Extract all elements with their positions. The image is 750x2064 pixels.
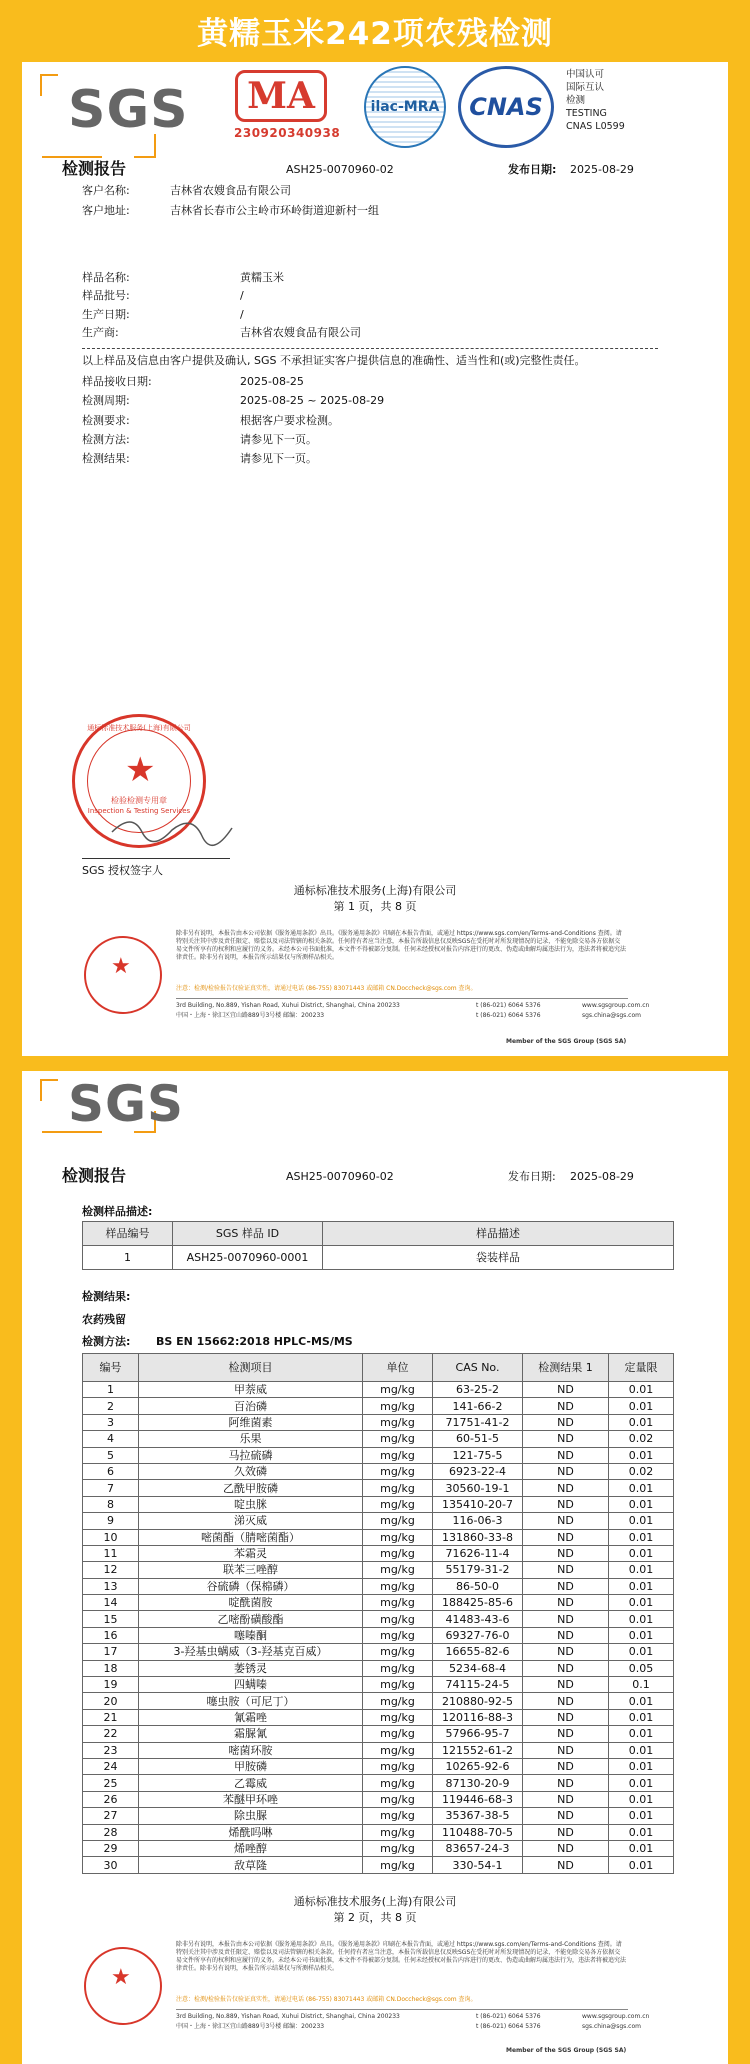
table-cell: mg/kg [363,1840,433,1856]
table-row [83,1480,674,1496]
table-cell: ND [523,1463,609,1479]
table-cell: 8 [83,1496,139,1512]
table-cell: 0.01 [609,1611,674,1627]
table-cell: 霜脲氰 [139,1726,363,1742]
table-cell: mg/kg [363,1677,433,1693]
table-cell: 135410-20-7 [433,1496,523,1512]
table-cell: 阿维菌素 [139,1414,363,1430]
table-cell: 嘧菌酯（腈嘧菌酯） [139,1529,363,1545]
table-cell: 35367-38-5 [433,1808,523,1824]
table-cell: 63-25-2 [433,1382,523,1398]
table-cell: ND [523,1775,609,1791]
table-row [83,1627,674,1643]
footer-fine-print-page2: 除非另有说明，本报告由本公司依据《服务通用条款》出具。《服务通用条款》印刷在本报告背面，或通过 https://www.sgs.com/en/Terms-and-Conditions 查阅。请特别关注其中涉及责任限定、赔偿以及司法管辖的相关条款。任何持有者应当注意，本报告所载信息仅反映SGS在受托时对所发现情况的记录，不能免除交易各方依据交易文件所享有的权利和应履行的义务。未经本公司书面批准，本文件不得被部分复制。任何未经授权对报告内容进行的更改、伪造或曲解均属违法行为，违法者将被追究法律责任。除非另有说明，本报告所示结果仅与所测样品相关。 [176,1941,627,1972]
table-cell: 0.02 [609,1431,674,1447]
signature-image [102,802,242,852]
page-info-page2: 第 2 页，共 8 页 [333,1911,417,1924]
table-cell: 15 [83,1611,139,1627]
test-requirement-label: 检测要求: [82,414,130,427]
client-name: 吉林省农嫂食品有限公司 [170,184,291,197]
table-cell: ND [523,1382,609,1398]
table-row [83,1463,674,1479]
table-cell: ND [523,1414,609,1430]
issue-date-page2: 2025-08-29 [570,1170,634,1183]
test-result: 请参见下一页。 [240,452,317,465]
table-cell: ND [523,1431,609,1447]
table-cell: ND [523,1660,609,1676]
table-cell: ND [523,1496,609,1512]
table-cell: 14 [83,1595,139,1611]
table-cell: mg/kg [363,1611,433,1627]
table-cell: 噻虫胺（可尼丁） [139,1693,363,1709]
table-cell: 0.01 [609,1414,674,1430]
method-value: BS EN 15662:2018 HPLC-MS/MS [156,1335,353,1348]
table-cell: 20 [83,1693,139,1709]
page-info: 第 1 页，共 8 页 [333,900,417,913]
footer-seal-star-icon: ★ [111,954,131,979]
footer-member-page2: Member of the SGS Group (SGS SA) [506,2047,627,2054]
sample-table: 样品编号 SGS 样品 ID 样品描述 1 ASH25-0070960-0001 袋装样品 [82,1221,674,1270]
table-cell: mg/kg [363,1775,433,1791]
table-cell: 24 [83,1758,139,1774]
table-row [83,1824,674,1840]
footer-address-cn-page2: 中国・上海・徐汇区宜山路889号3号楼 邮编：200233 [176,2023,325,2030]
table-cell: 30560-19-1 [433,1480,523,1496]
table-cell: ND [523,1513,609,1529]
table-cell: 0.01 [609,1824,674,1840]
table-row [83,1693,674,1709]
table-cell: 烯唑醇 [139,1840,363,1856]
footer-notice-page2: 注意：检测/检验报告仅验证真实性，请通过电话 (86-755) 83071443 或邮箱 CN.Doccheck@sgs.com 查询。 [176,1996,477,2003]
table-cell: 6 [83,1463,139,1479]
table-cell: 0.01 [609,1857,674,1873]
report-number: ASH25-0070960-02 [286,163,394,176]
banner-title: 黄糯玉米242项农残检测 [197,16,553,52]
method-label: 检测方法: [82,1335,131,1348]
table-cell: ND [523,1726,609,1742]
official-seal: ★ 通标标准技术服务(上海)有限公司 检验检测专用章 Inspection & Testing Services [72,714,206,848]
table-cell: 0.05 [609,1660,674,1676]
table-cell: 71751-41-2 [433,1414,523,1430]
table-cell: 敌草隆 [139,1857,363,1873]
table-cell: 0.01 [609,1562,674,1578]
table-row [83,1726,674,1742]
table-cell: 马拉硫磷 [139,1447,363,1463]
report-number-page2: ASH25-0070960-02 [286,1170,394,1183]
table-cell: 83657-24-3 [433,1840,523,1856]
table-cell: 21 [83,1709,139,1725]
table-row [83,1496,674,1512]
table-cell: 0.1 [609,1677,674,1693]
table-cell: 5 [83,1447,139,1463]
table-cell: ND [523,1791,609,1807]
table-cell: 87130-20-9 [433,1775,523,1791]
production-date-label: 生产日期: [82,308,130,321]
table-cell: 4 [83,1431,139,1447]
table-cell: 60-51-5 [433,1431,523,1447]
table-cell: 0.01 [609,1840,674,1856]
table-row [83,1677,674,1693]
table-cell: mg/kg [363,1808,433,1824]
table-cell: 13 [83,1578,139,1594]
table-cell: mg/kg [363,1496,433,1512]
table-cell: 氰霜唑 [139,1709,363,1725]
table-cell: 嘧菌环胺 [139,1742,363,1758]
footer-address-en-page2: 3rd Building, No.889, Yishan Road, Xuhui District, Shanghai, China 200233 [176,2013,400,2020]
table-row [83,1709,674,1725]
table-row [83,1775,674,1791]
table-cell: mg/kg [363,1480,433,1496]
table-row [83,1414,674,1430]
table-cell: 69327-76-0 [433,1627,523,1643]
table-cell: 19 [83,1677,139,1693]
seal-star-icon: ★ [125,750,156,790]
footer-seal-page2 [84,1947,162,2025]
table-cell: 30 [83,1857,139,1873]
sample-desc-title: 检测样品描述: [82,1205,153,1218]
table-cell: 11 [83,1545,139,1561]
table-cell: 86-50-0 [433,1578,523,1594]
table-row [83,1447,674,1463]
table-cell: ND [523,1677,609,1693]
table-cell: ND [523,1693,609,1709]
table-cell: 甲萘威 [139,1382,363,1398]
table-row [83,1742,674,1758]
table-cell: ND [523,1758,609,1774]
table-cell: 3-羟基虫螨威（3-羟基克百威） [139,1644,363,1660]
footer-web-page2: www.sgsgroup.com.cn [582,2013,650,2020]
table-cell: 29 [83,1840,139,1856]
cnas-text: 中国认可 国际互认 检测 TESTING CNAS L0599 [566,69,625,132]
table-cell: mg/kg [363,1824,433,1840]
footer-tel-2: t (86-021) 6064 5376 [476,1012,541,1019]
footer-email-page2: sgs.china@sgs.com [582,2023,641,2030]
footer-seal-star-icon-page2: ★ [111,1965,131,1990]
report-page-1: SGS MA 230920340938 ilac-MRA CNAS 中国认可 国际互认 检测 TESTING CNAS L0599 检测报告 ASH25-0070960-02 发布日期: 2025-08-29 客户名称: 吉林省农嫂食品有限公司 客户地址: 吉林省长春市公主岭市环岭街道迎新村一组 样品名称: 黄糯玉米 样品批号: / 生产日期: / 生产商: 吉林省农嫂食品有限公司 以上样品及信息由客户提供及确认, SGS 不承担证实客户提供信息的准确性、适当性和(或)完整性责任。 样品接收日期: 2025-08-25 检测周期: 2025-08-25 ~ 2025-08-29 检测要求: 根据客户要求检测。 检测方法: 请参见下一页。 检测结果: 请参见下一页。 ★ 通标标准技术服务(上海)有限公司 检验检测专用章 Inspection & Testing Services SGS 授权签字人 通标标准技术服务(上海)有限公司 第 1 页，共 8 页 ★ 除非另有说明，本报告由本公司依据《服务通用条款》出具。《服务通用条款》印刷在本报告背面，或通过 https://www.sgs.com/en/Terms-and-Conditions 查阅。请特别关注其中涉及责任限定、赔偿以及司法管辖的相关条款。任何持有者应当注意，本报告所载信息仅反映SGS在受托时对所发现情况的记录，不能免除交易各方依据交易文件所享有的权利和应履行的义务。未经本公司书面批准，本文件不得被部分复制。任何未经授权对报告内容进行的更改、伪造或曲解均属违法行为，违法者将被追究法律责任。除非另有说明，本报告所示结果仅与所测样品相关。 注意：检测/检验报告仅验证真实性，请通过电话 (86-755) 83071443 或邮箱 CN.Doccheck@sgs.com 查询。 3rd Building, No.889, Yishan Road, Xuhui District, Shanghai, China 200233 中国・上海・徐汇区宜山路889号3号楼 邮编：200233 t (86-021) 6064 5376 t (86-021) 6064 5376 www.sgsgroup.com.cn sgs.china@sgs.com Member of the SGS Group (SGS SA) [22,62,728,1056]
report-title-page2: 检测报告 [62,1166,127,1185]
table-cell: mg/kg [363,1660,433,1676]
table-cell: 23 [83,1742,139,1758]
table-cell: ND [523,1644,609,1660]
sample-name-label: 样品名称: [82,271,130,284]
table-row [83,1578,674,1594]
table-row [83,1791,674,1807]
table-row [83,1611,674,1627]
table-cell: 0.01 [609,1742,674,1758]
table-cell: 0.01 [609,1627,674,1643]
results-table: 编号 检测项目 单位 CAS No. 检测结果 1 定量限 1 甲萘威 mg/kg 63-25-2 ND 0.01 2 百治磷 mg/kg 141-66-2 ND 0.01 3 阿维菌素 mg/kg 71751-41-2 ND 0.01 4 乐果 mg/kg 60-51-5 ND 0.02 5 马拉硫磷 mg/kg 121-75-5 ND 0.01 6 久效磷 mg/kg 6923-22-4 ND 0.02 7 乙酰甲胺磷 mg/kg 30560-19-1 ND 0.01 8 啶虫脒 mg/kg 135410-20-7 ND 0.01 9 涕灭威 mg/kg 116-06-3 ND 0.01 10 嘧菌酯（腈嘧菌酯） mg/kg 131860-33-8 ND 0.01 11 苯霜灵 mg/kg 71626-11-4 ND 0.01 12 联苯三唑醇 mg/kg 55179-31-2 ND 0.01 13 谷硫磷（保棉磷） mg/kg 86-50-0 ND 0.01 14 啶酰菌胺 mg/kg 188425-85-6 ND 0.01 15 乙嘧酚磺酸酯 mg/kg 41483-43-6 ND 0.01 16 噻嗪酮 mg/kg 69327-76-0 ND 0.01 17 3-羟基虫螨威（3-羟基克百威） mg/kg 16655-82-6 ND 0.01 18 萎锈灵 mg/kg 5234-68-4 ND 0.05 19 四螨嗪 mg/kg 74115-24-5 ND 0.1 20 噻虫胺（可尼丁） mg/kg 210880-92-5 ND 0.01 21 氰霜唑 mg/kg 120116-88-3 ND 0.01 22 霜脲氰 mg/kg 57966-95-7 ND 0.01 23 嘧菌环胺 mg/kg 121552-61-2 ND 0.01 24 甲胺磷 mg/kg 10265-92-6 ND 0.01 25 乙霉威 mg/kg 87130-20-9 ND 0.01 26 苯醚甲环唑 mg/kg 119446-68-3 ND 0.01 27 除虫脲 mg/kg 35367-38-5 ND 0.01 28 烯酰吗啉 mg/kg 110488-70-5 ND 0.01 29 烯唑醇 mg/kg 83657-24-3 ND 0.01 30 敌草隆 mg/kg 330-54-1 ND 0.01 [82,1353,674,1874]
table-cell: 0.01 [609,1578,674,1594]
signature-line [82,858,230,859]
table-cell: 116-06-3 [433,1513,523,1529]
table-cell: ND [523,1562,609,1578]
table-row [83,1857,674,1873]
table-cell: mg/kg [363,1857,433,1873]
table-cell: mg/kg [363,1627,433,1643]
footer-address-en: 3rd Building, No.889, Yishan Road, Xuhui District, Shanghai, China 200233 [176,1002,400,1009]
table-cell: 17 [83,1644,139,1660]
table-cell: 0.02 [609,1463,674,1479]
table-cell: 18 [83,1660,139,1676]
table-cell: 久效磷 [139,1463,363,1479]
table-cell: mg/kg [363,1693,433,1709]
table-cell: 5234-68-4 [433,1660,523,1676]
table-cell: 10 [83,1529,139,1545]
table-cell: 7 [83,1480,139,1496]
ilac-mra-logo: ilac-MRA [364,66,446,148]
table-cell: 0.01 [609,1775,674,1791]
table-cell: 121552-61-2 [433,1742,523,1758]
table-cell: 6923-22-4 [433,1463,523,1479]
table-row [83,1431,674,1447]
table-cell: 12 [83,1562,139,1578]
footer-address-cn: 中国・上海・徐汇区宜山路889号3号楼 邮编：200233 [176,1012,325,1019]
table-cell: 啶虫脒 [139,1496,363,1512]
signatory-label: SGS 授权签字人 [82,864,163,877]
table-cell: 330-54-1 [433,1857,523,1873]
table-cell: ND [523,1398,609,1414]
table-cell: 0.01 [609,1529,674,1545]
table-cell: mg/kg [363,1595,433,1611]
table-cell: ND [523,1578,609,1594]
footer-seal [84,936,162,1014]
table-cell: 百治磷 [139,1398,363,1414]
table-cell: 120116-88-3 [433,1709,523,1725]
footer-email: sgs.china@sgs.com [582,1012,641,1019]
company-name-page2: 通标标准技术服务(上海)有限公司 [293,1895,457,1908]
manufacturer-label: 生产商: [82,326,119,339]
table-cell: 0.01 [609,1726,674,1742]
table-cell: 苯醚甲环唑 [139,1791,363,1807]
table-cell: 0.01 [609,1398,674,1414]
table-cell: mg/kg [363,1529,433,1545]
table-cell: ND [523,1545,609,1561]
table-cell: 0.01 [609,1709,674,1725]
sample-name: 黄糯玉米 [240,271,284,284]
table-cell: ND [523,1595,609,1611]
table-cell: 74115-24-5 [433,1677,523,1693]
cnas-logo: CNAS [458,66,554,148]
table-cell: 0.01 [609,1447,674,1463]
table-cell: ND [523,1627,609,1643]
table-cell: ND [523,1447,609,1463]
table-cell: mg/kg [363,1545,433,1561]
table-cell: 联苯三唑醇 [139,1562,363,1578]
table-cell: mg/kg [363,1562,433,1578]
table-row [83,1644,674,1660]
table-cell: mg/kg [363,1431,433,1447]
table-cell: 110488-70-5 [433,1824,523,1840]
table-cell: 0.01 [609,1791,674,1807]
table-cell: 苯霜灵 [139,1545,363,1561]
table-cell: mg/kg [363,1463,433,1479]
client-name-label: 客户名称: [82,184,130,197]
table-cell: ND [523,1840,609,1856]
client-address-label: 客户地址: [82,204,130,217]
issue-date: 2025-08-29 [570,163,634,176]
footer-member: Member of the SGS Group (SGS SA) [506,1038,627,1045]
result-title: 检测结果: [82,1290,131,1303]
table-cell: 71626-11-4 [433,1545,523,1561]
report-page-2: SGS 检测报告 ASH25-0070960-02 发布日期: 2025-08-29 检测样品描述: 样品编号 SGS 样品 ID 样品描述 1 ASH25-0070960-0001 袋装样品 检测结果: 农药残留 检测方法: BS EN 15662:2018 HPLC-MS/MS 编号 检测项目 单位 CAS No. 检测结果 1 定量限 1 甲萘威 mg/kg 63-25-2 ND 0.01 2 百治磷 mg/kg 141-66-2 ND 0.01 3 阿维菌素 mg/kg 71751-41-2 ND 0.01 4 乐果 mg/kg 60-51-5 ND 0.02 5 马拉硫磷 mg/kg 121-75-5 ND 0.01 6 久效磷 mg/kg 6923-22-4 ND 0.02 7 乙酰甲胺磷 mg/kg 30560-19-1 ND 0.01 8 啶虫脒 mg/kg 135410-20-7 ND 0.01 9 涕灭威 mg/kg 116-06-3 ND 0.01 10 嘧菌酯（腈嘧菌酯） mg/kg 131860-33-8 ND 0.01 11 苯霜灵 mg/kg 71626-11-4 ND 0.01 12 联苯三唑醇 mg/kg 55179-31-2 ND 0.01 13 谷硫磷（保棉磷） mg/kg 86-50-0 ND 0.01 14 啶酰菌胺 mg/kg 188425-85-6 ND 0.01 15 乙嘧酚磺酸酯 mg/kg 41483-43-6 ND 0.01 16 噻嗪酮 mg/kg 69327-76-0 ND 0.01 17 3-羟基虫螨威（3-羟基克百威） mg/kg 16655-82-6 ND 0.01 18 萎锈灵 mg/kg 5234-68-4 ND 0.05 19 四螨嗪 mg/kg 74115-24-5 ND 0.1 20 噻虫胺（可尼丁） mg/kg 210880-92-5 ND 0.01 21 氰霜唑 mg/kg 120116-88-3 ND 0.01 22 霜脲氰 mg/kg 57966-95-7 ND 0.01 23 嘧菌环胺 mg/kg 121552-61-2 ND 0.01 24 甲胺磷 mg/kg 10265-92-6 ND 0.01 25 乙霉威 mg/kg 87130-20-9 ND 0.01 26 苯醚甲环唑 mg/kg 119446-68-3 ND 0.01 27 除虫脲 mg/kg 35367-38-5 ND 0.01 28 烯酰吗啉 mg/kg 110488-70-5 ND 0.01 29 烯唑醇 mg/kg 83657-24-3 ND 0.01 30 敌草隆 mg/kg 330-54-1 ND 0.01 通标标准技术服务(上海)有限公司 第 2 页，共 8 页 ★ 除非另有说明，本报告由本公司依据《服务通用条款》出具。《服务通用条款》印刷在本报告背面，或通过 https://www.sgs.com/en/Terms-and-Conditions 查阅。请特别关注其中涉及责任限定、赔偿以及司法管辖的相关条款。任何持有者应当注意，本报告所载信息仅反映SGS在受托时对所发现情况的记录，不能免除交易各方依据交易文件所享有的权利和应履行的义务。未经本公司书面批准，本文件不得被部分复制。任何未经授权对报告内容进行的更改、伪造或曲解均属违法行为，违法者将被追究法律责任。除非另有说明，本报告所示结果仅与所测样品相关。 注意：检测/检验报告仅验证真实性，请通过电话 (86-755) 83071443 或邮箱 CN.Doccheck@sgs.com 查询。 3rd Building, No.889, Yishan Road, Xuhui District, Shanghai, China 200233 中国・上海・徐汇区宜山路889号3号楼 邮编：200233 t (86-021) 6064 5376 t (86-021) 6064 5376 www.sgsgroup.com.cn sgs.china@sgs.com Member of the SGS Group (SGS SA) [22,1071,728,2064]
footer-tel-1: t (86-021) 6064 5376 [476,1002,541,1009]
table-row [83,1562,674,1578]
test-period: 2025-08-25 ~ 2025-08-29 [240,394,385,407]
table-cell: 1 [83,1382,139,1398]
footer-notice: 注意：检测/检验报告仅验证真实性，请通过电话 (86-755) 83071443 或邮箱 CN.Doccheck@sgs.com 查询。 [176,985,477,992]
table-row [83,1595,674,1611]
test-method-label: 检测方法: [82,433,130,446]
company-name: 通标标准技术服务(上海)有限公司 [293,884,457,897]
footer-fine-print: 除非另有说明，本报告由本公司依据《服务通用条款》出具。《服务通用条款》印刷在本报告背面，或通过 https://www.sgs.com/en/Terms-and-Conditions 查阅。请特别关注其中涉及责任限定、赔偿以及司法管辖的相关条款。任何持有者应当注意，本报告所载信息仅反映SGS在受托时对所发现情况的记录，不能免除交易各方依据交易文件所享有的权利和应履行的义务。未经本公司书面批准，本文件不得被部分复制。任何未经授权对报告内容进行的更改、伪造或曲解均属违法行为，违法者将被追究法律责任。除非另有说明，本报告所示结果仅与所测样品相关。 [176,930,627,961]
table-cell: 25 [83,1775,139,1791]
table-cell: 188425-85-6 [433,1595,523,1611]
table-cell: 0.01 [609,1496,674,1512]
table-cell: mg/kg [363,1398,433,1414]
test-period-label: 检测周期: [82,394,130,407]
table-cell: 乙嘧酚磺酸酯 [139,1611,363,1627]
table-cell: 烯酰吗啉 [139,1824,363,1840]
table-cell: 26 [83,1791,139,1807]
table-cell: ND [523,1529,609,1545]
table-cell: ND [523,1808,609,1824]
table-cell: 噻嗪酮 [139,1627,363,1643]
receive-date: 2025-08-25 [240,375,304,388]
table-row [83,1398,674,1414]
table-cell: 0.01 [609,1545,674,1561]
cma-logo: MA [235,70,327,122]
table-cell: 16655-82-6 [433,1644,523,1660]
category-label: 农药残留 [82,1313,126,1326]
table-row [83,1513,674,1529]
production-date: / [240,308,244,321]
table-row [83,1840,674,1856]
footer-tel-1-page2: t (86-021) 6064 5376 [476,2013,541,2020]
table-cell: mg/kg [363,1447,433,1463]
table-cell: 啶酰菌胺 [139,1595,363,1611]
table-cell: 0.01 [609,1595,674,1611]
disclaimer: 以上样品及信息由客户提供及确认, SGS 不承担证实客户提供信息的准确性、适当性和(或)完整性责任。 [82,354,586,367]
client-address: 吉林省长春市公主岭市环岭街道迎新村一组 [170,204,379,217]
table-cell: mg/kg [363,1742,433,1758]
table-cell: 0.01 [609,1480,674,1496]
table-cell: 9 [83,1513,139,1529]
table-cell: mg/kg [363,1758,433,1774]
table-row [83,1382,674,1398]
table-cell: 41483-43-6 [433,1611,523,1627]
table-cell: 131860-33-8 [433,1529,523,1545]
table-cell: 涕灭威 [139,1513,363,1529]
manufacturer: 吉林省农嫂食品有限公司 [240,326,361,339]
table-row [83,1545,674,1561]
table-cell: mg/kg [363,1709,433,1725]
table-cell: ND [523,1824,609,1840]
table-cell: 27 [83,1808,139,1824]
table-cell: 16 [83,1627,139,1643]
table-cell: 210880-92-5 [433,1693,523,1709]
table-cell: 55179-31-2 [433,1562,523,1578]
table-cell: mg/kg [363,1414,433,1430]
table-row [83,1529,674,1545]
table-row [83,1808,674,1824]
table-cell: 谷硫磷（保棉磷） [139,1578,363,1594]
table-cell: mg/kg [363,1578,433,1594]
table-cell: 乙酰甲胺磷 [139,1480,363,1496]
table-cell: mg/kg [363,1382,433,1398]
table-cell: mg/kg [363,1644,433,1660]
table-row [83,1660,674,1676]
footer-web: www.sgsgroup.com.cn [582,1002,650,1009]
table-cell: 四螨嗪 [139,1677,363,1693]
table-cell: 甲胺磷 [139,1758,363,1774]
table-row [83,1758,674,1774]
receive-date-label: 样品接收日期: [82,375,152,388]
table-cell: ND [523,1742,609,1758]
cma-number: 230920340938 [234,126,341,140]
table-cell: 0.01 [609,1693,674,1709]
table-cell: mg/kg [363,1513,433,1529]
table-cell: ND [523,1857,609,1873]
table-cell: ND [523,1611,609,1627]
table-cell: ND [523,1480,609,1496]
test-result-label: 检测结果: [82,452,130,465]
table-cell: 57966-95-7 [433,1726,523,1742]
table-cell: 萎锈灵 [139,1660,363,1676]
table-cell: 2 [83,1398,139,1414]
table-cell: 121-75-5 [433,1447,523,1463]
footer-tel-2-page2: t (86-021) 6064 5376 [476,2023,541,2030]
table-cell: 22 [83,1726,139,1742]
batch-label: 样品批号: [82,289,130,302]
banner [0,0,750,58]
batch-value: / [240,289,244,302]
table-cell: 乙霉威 [139,1775,363,1791]
report-title: 检测报告 [62,159,127,178]
table-cell: 10265-92-6 [433,1758,523,1774]
table-cell: 0.01 [609,1644,674,1660]
divider [82,348,658,349]
table-cell: 0.01 [609,1513,674,1529]
table-cell: 除虫脲 [139,1808,363,1824]
table-cell: 0.01 [609,1808,674,1824]
table-cell: 0.01 [609,1758,674,1774]
table-cell: 119446-68-3 [433,1791,523,1807]
test-method: 请参见下一页。 [240,433,317,446]
issue-date-label: 发布日期: [508,163,557,176]
table-cell: 乐果 [139,1431,363,1447]
table-cell: 3 [83,1414,139,1430]
issue-date-label-page2: 发布日期: [508,1170,556,1183]
table-cell: 141-66-2 [433,1398,523,1414]
table-cell: mg/kg [363,1726,433,1742]
table-cell: 28 [83,1824,139,1840]
test-requirement: 根据客户要求检测。 [240,414,339,427]
table-cell: 0.01 [609,1382,674,1398]
table-cell: ND [523,1709,609,1725]
table-cell: mg/kg [363,1791,433,1807]
